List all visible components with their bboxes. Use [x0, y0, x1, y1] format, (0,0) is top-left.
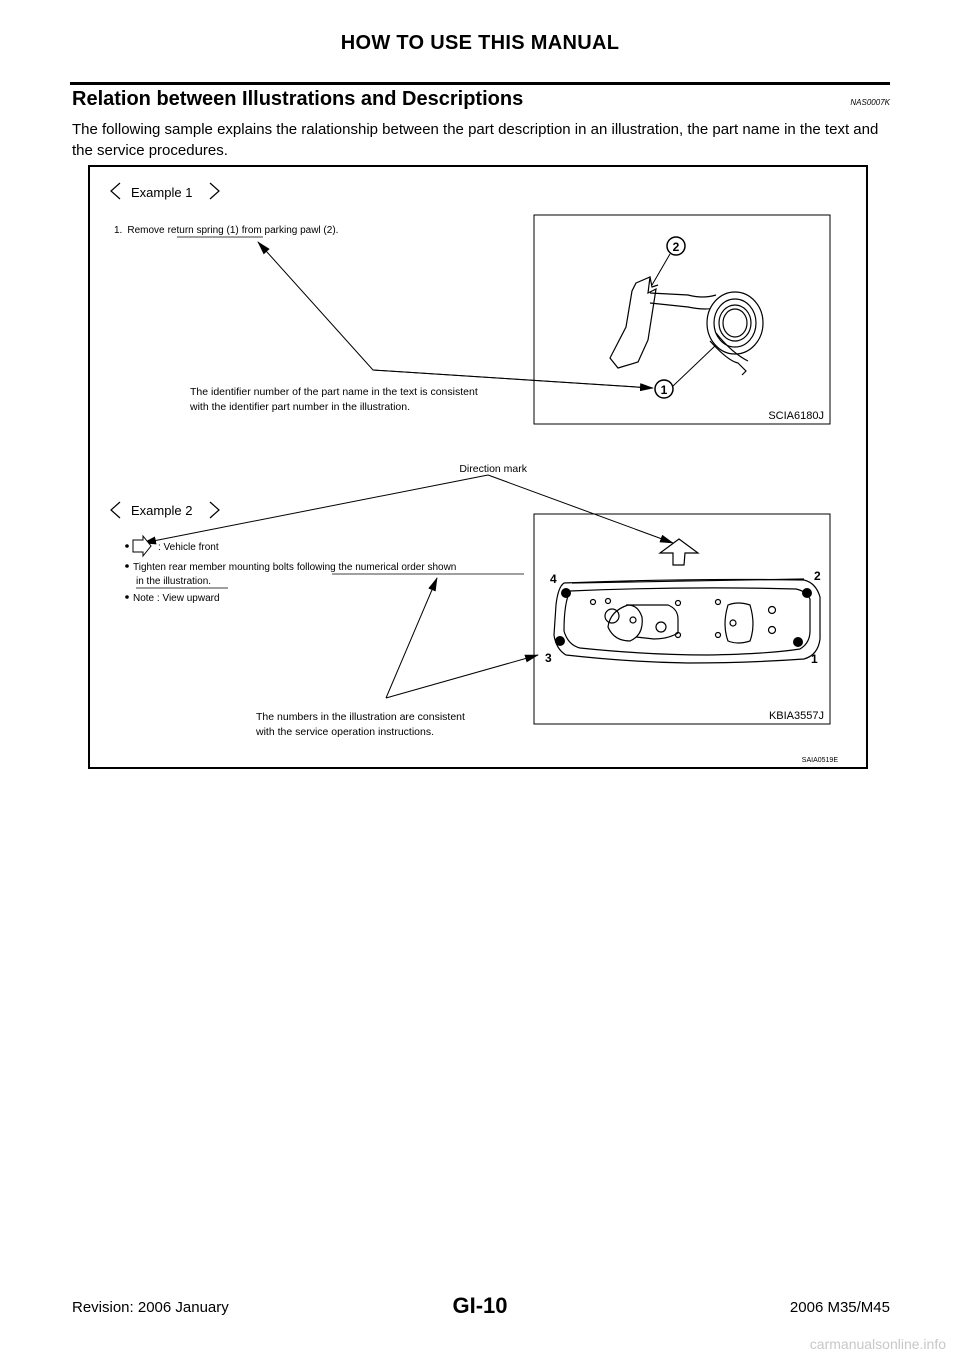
section-title: Relation between Illustrations and Descriptions [72, 88, 524, 110]
bolt-number-2: 2 [814, 569, 821, 583]
bullet-1-dot [125, 544, 129, 548]
part-1-leader [673, 345, 716, 386]
intro-paragraph: The following sample explains the ralationship between the part description in an illustration, the part name in the text and the service procedures. [72, 121, 879, 159]
parking-pawl-illustration [610, 277, 763, 375]
example-1-label: Example 1 [131, 185, 193, 200]
example-2-image-id: KBIA3557J [768, 710, 824, 722]
section-code: NAS0007K [850, 98, 890, 107]
bolt-2 [802, 588, 812, 598]
direction-mark-icon [660, 539, 698, 565]
example-1-image-id: SCIA6180J [768, 410, 824, 422]
example-2-heading [111, 502, 219, 518]
watermark: carmanualsonline.info [809, 1336, 946, 1352]
example-2-arrow-to-image [386, 655, 538, 698]
part-2-number: 2 [672, 240, 680, 254]
direction-mark-label: Direction mark [459, 463, 527, 475]
footer-revision: Revision: 2006 January [72, 1299, 229, 1316]
bullet-2-text: Tighten rear member mounting bolts following the numerical order shown [133, 562, 457, 573]
bullet-1-text: : Vehicle front [158, 542, 219, 553]
bolt-1 [793, 637, 803, 647]
footer-page-number: GI-10 [452, 1293, 508, 1318]
example-2-arrow-to-text [386, 578, 437, 698]
vehicle-front-arrow-icon [133, 536, 151, 556]
part-2-leader [652, 254, 670, 285]
bullet-2-dot [125, 564, 129, 568]
example-2-label: Example 2 [131, 503, 193, 518]
bullet-3-dot [125, 595, 129, 599]
footer-model: 2006 M35/M45 [789, 1299, 890, 1316]
example-1-arrow-to-text [258, 242, 651, 388]
bolt-number-4: 4 [550, 572, 557, 586]
figure-id: SAIA0519E [801, 757, 838, 764]
example-1-heading [111, 183, 219, 200]
example-1-callout-line1: The identifier number of the part name in the text is consistent [190, 386, 478, 398]
part-1-number: 1 [660, 383, 668, 397]
header-rule [70, 82, 890, 85]
bolt-4 [561, 588, 571, 598]
bolt-number-1: 1 [811, 652, 818, 666]
example-figure [88, 165, 868, 769]
example-2-callout-line2: with the service operation instructions. [256, 726, 435, 738]
example-1-callout-line2: with the identifier part number in the illustration. [190, 401, 411, 413]
example-2-callout-line1: The numbers in the illustration are consistent [256, 711, 465, 723]
bolt-number-3: 3 [545, 651, 552, 665]
rear-member-illustration [554, 579, 820, 663]
bolt-3 [555, 636, 565, 646]
direction-mark-arrow-to-image [488, 475, 673, 543]
page-header-title: HOW TO USE THIS MANUAL [340, 32, 620, 54]
direction-mark-arrow-to-text [143, 475, 488, 543]
bullet-2-text-cont: in the illustration. [136, 576, 212, 587]
example-1-step: 1. Remove return spring (1) from parking pawl (2). [114, 225, 339, 236]
bullet-3-text: Note : View upward [133, 593, 220, 604]
